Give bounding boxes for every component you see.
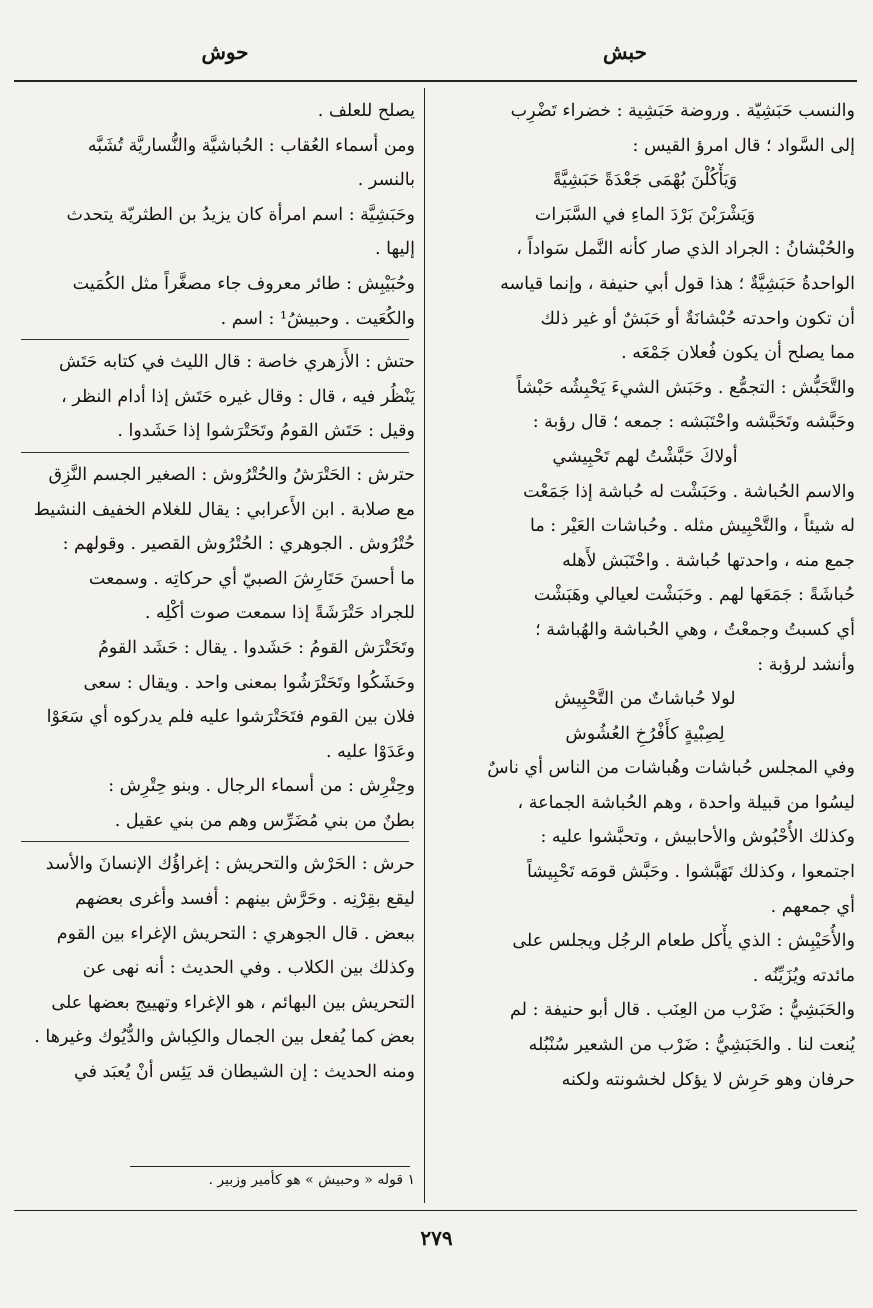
text-line: للجراد حَتْرَشَةً إذا سمعت صوت أكْلِه .	[144, 603, 415, 624]
text-line: وحُبَيْبِش : طائر معروف جاء مصغَّراً مثل الكُمَيت	[72, 273, 415, 294]
text-line: التحريش بين البهائم ، هو الإغراء وتهييج بعضها على	[51, 992, 415, 1013]
text-line: الواحدةُ حَبَشِيَّةٌ ؛ هذا قول أبي حنيفة ، وإنما قياسه	[500, 273, 855, 294]
page-header	[0, 40, 873, 76]
text-line: وحَبَشِيَّة : اسم امرأة كان يزيدُ بن الطثريّة يتحدث	[66, 204, 415, 225]
footnote: ١ قوله « وحبيش » هو كأمير وزبير .	[208, 1172, 415, 1188]
text-line: والاسم الحُباشة . وحَبَشْت له حُباشة إذا جَمَعْت	[523, 481, 855, 502]
text-line: والكُعَيت . وحبيشُ¹ : اسم .	[220, 308, 415, 329]
text-line: اجتمعوا ، وكذلك تَهَبَّشوا . وحَبَّش قومَه تَحْبِيشاً	[526, 862, 855, 883]
left-column	[15, 94, 415, 1090]
verse-line: وَيَشْرَبْنَ بَرْدَ الماءِ في السَّبَرات	[534, 204, 756, 225]
column-divider	[424, 88, 425, 1203]
text-line: والحُبْشانُ : الجراد الذي صار كأنه النَّمل سَواداً ،	[516, 239, 855, 260]
text-line: ليقع بقِرْنِه . وحَرَّش بينهم : أفسد وأغرى بعضهم	[75, 889, 415, 910]
text-line: والأُحَيْبِش : الذي يأْكل طعام الرجُل ويجلس على	[512, 931, 855, 952]
text-line: أي جمعهم .	[770, 896, 855, 917]
entry-line: حتش : الأَزهري خاصة : قال الليث في كتابه حَتَش	[59, 352, 415, 373]
text-line: وفي المجلس حُباشات وهُباشات من الناس أي ناسٌ	[487, 758, 855, 779]
text-line: ومن أسماء العُقاب : الحُباشيَّة والنُّساريَّة تُشَبَّه	[87, 135, 415, 156]
text-line: ومنه الحديث : إن الشيطان قد يَئِس أنْ يُعبَد في	[74, 1062, 415, 1083]
right-column	[435, 94, 855, 1097]
text-line: يُنعت لنا . والحَبَشِيُّ : ضَرْب من الشعير سُنْبُله	[528, 1035, 855, 1056]
text-line: والنسب حَبَشِيّة . وروضة حَبَشِية : خضراء تَضْرِب	[510, 101, 855, 121]
text-line: أن تكون واحدته حُبْشانَةٌ أو حَبَشٌ أو غير ذلك	[540, 308, 855, 329]
text-line: ليسُوا من قبيلة واحدة ، وهم الحُباشة الجماعة ،	[517, 792, 855, 813]
text-line: وحَشَكُوا وتَحَتْرَشُوا بمعنى واحد . ويقال : سعى	[83, 672, 415, 693]
verse-line: لولا حُباشاتٌ من التَّحْبِيش	[554, 689, 736, 710]
entry-line: حرش : الحَرْش والتحريش : إغراؤُك الإنسانَ والأسد	[45, 854, 415, 875]
entry-separator	[21, 841, 409, 842]
entry-line: حترش : الحَتْرَشُ والحُتْرُوش : الصغير الجسم النَّزِق	[48, 464, 415, 485]
text-line: وكذلك الأُحْبُوش والأحابيش ، وتحبَّشوا عليه :	[540, 827, 855, 848]
text-line: بطنٌ من بني مُضَرِّس وهم من بني عقيل .	[114, 810, 415, 831]
text-line: والتَّحَبُّش : التجمُّع . وحَبَش الشيءَ يَحْبِشُه حَبْشاً	[516, 377, 855, 398]
text-line: حُباشَةً : جَمَعَها لهم . وحَبَشْت لعيالي وهَبَشْت	[533, 585, 855, 606]
header-left-headword: حوش	[201, 40, 249, 64]
text-line: وقيل : حَتَش القومُ وتَحَتْرَشوا إذا حَشَدوا .	[117, 421, 415, 442]
text-line: وحَبَّشه وتَحَبَّشه واحْتَبَشه : جمعه ؛ قال رؤبة :	[532, 412, 855, 433]
entry-separator	[21, 452, 409, 453]
text-line: ببعض . قال الجوهري : التحريش الإغراء بين القوم	[56, 923, 415, 944]
footer-rule	[14, 1210, 857, 1211]
text-line: له شيئاً ، والتَّحْبِيش مثله . وحُباشات العَيْر : ما	[530, 516, 855, 537]
text-line: جمع منه ، واحدتها حُباشة . واحْتَبَش لأَهله	[562, 550, 855, 571]
entry-separator	[21, 339, 409, 340]
text-line: وكذلك بين الكلاب . وفي الحديث : أنه نهى عن	[82, 958, 415, 979]
verse-line: لِصِبْيةٍ كأَفْرُخِ العُشُوش	[565, 723, 725, 744]
text-line: حرفان وهو حَرِش لا يؤكل لخشونته ولكنه	[561, 1069, 855, 1090]
text-line: مع صلابة . ابن الأَعرابي : يقال للغلام الخفيف النشيط	[33, 499, 415, 520]
text-line: وحِتْرِش : من أسماء الرجال . وبنو حِتْرِش :	[108, 776, 415, 797]
text-line: إليها .	[375, 239, 415, 260]
text-line: والحَبَشِيُّ : ضَرْب من العِنَب . قال أبو حنيفة : لم	[510, 1000, 855, 1021]
text-line: مما يصلح أن يكون فُعلان جَمْعَه .	[621, 343, 855, 364]
verse-line: أولاكَ حَبَّشْتُ لهم تَحْبِيشي	[552, 446, 738, 467]
footnote-rule	[130, 1166, 410, 1167]
text-line: وتَحَتْرَش القومُ : حَشَدوا . يقال : حَشَد القومُ	[98, 637, 415, 658]
text-line: فلان بين القوم فتَحَتْرَشوا عليه فلم يدركوه أي سَعَوْا	[46, 707, 415, 728]
text-line: ما أحسنَ حَتَارِشَ الصبيّ أي حركاتِه . وسمعت	[88, 568, 415, 589]
verse-line: وَيَأْكُلْنَ بُهْمَى جَعْدَةً حَبَشِيَّةً	[552, 170, 738, 191]
text-line: وعَدَوْا عليه .	[326, 741, 415, 762]
text-line: مائدته ويُزَيِّنُه .	[752, 965, 855, 986]
header-right-headword: حبش	[603, 40, 647, 64]
header-rule	[14, 80, 857, 82]
text-line: أي كسبتُ وجمعْتُ ، وهي الحُباشة والهُباشة ؛	[535, 619, 855, 640]
text-line: يصلح للعلف .	[317, 101, 415, 121]
page-number: ٢٧٩	[420, 1226, 453, 1250]
text-line: يَنْظُر فيه ، قال : وقال غيره حَتَش إذا أدام النظر ،	[61, 386, 415, 407]
text-line: حُتْرُوش . الجوهري : الحُتْرُوش القصير . وقولهم :	[62, 534, 415, 555]
text-line: وأنشد لرؤبة :	[757, 654, 855, 675]
text-line: بالنسر .	[357, 170, 415, 191]
text-line: بعض كما يُفعل بين الجمال والكِباش والدُّيُوك وغيرها .	[34, 1027, 415, 1048]
text-line: إلى السَّواد ؛ قال امرؤ القيس :	[632, 135, 855, 156]
